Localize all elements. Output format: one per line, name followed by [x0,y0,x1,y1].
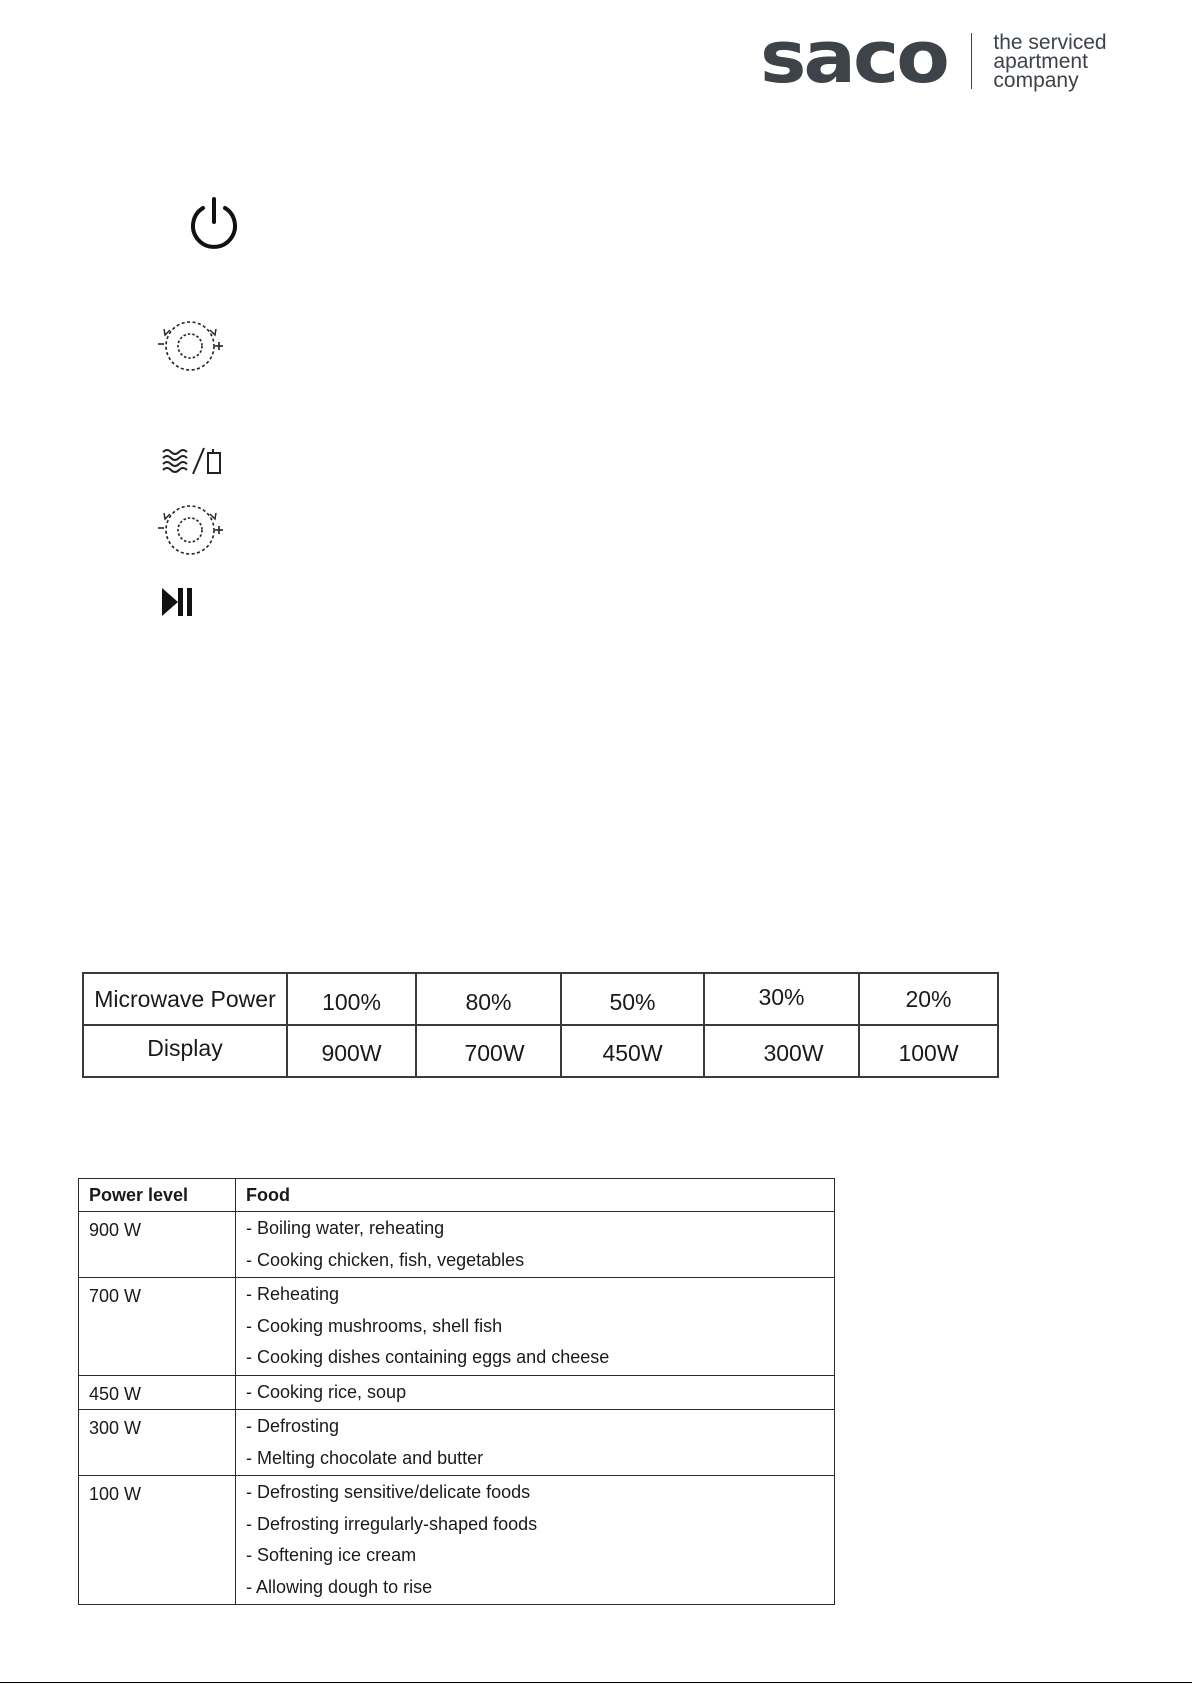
company-logo [760,16,1107,100]
power-icon [186,196,242,252]
power-level-cell: 900 W [79,1212,236,1278]
table-cell: 30% [704,973,859,1025]
logo-tagline-line: company [993,68,1079,92]
table-cell: 900W [287,1025,416,1077]
table-header-row [79,1179,835,1212]
power-level-cell: 450 W [79,1375,236,1410]
dial-icon [155,500,227,560]
logo-tagline [993,30,1107,92]
food-cell [236,1410,835,1476]
food-item: - Softening ice cream [246,1545,417,1565]
food-cell [236,1212,835,1278]
food-item: - Reheating [246,1284,340,1304]
food-item: - Defrosting irregularly-shaped foods [246,1513,538,1534]
table-row [83,973,998,1025]
food-item: - Cooking chicken, fish, vegetables [246,1249,525,1270]
start-pause-icon [160,586,196,618]
table-row [79,1476,835,1605]
table-row [79,1278,835,1376]
food-cell [236,1476,835,1605]
table-row [79,1410,835,1476]
food-item: - Melting chocolate and butter [246,1447,484,1468]
food-item: - Allowing dough to rise [246,1576,433,1597]
food-cell [236,1375,835,1410]
table-cell: 100% [287,973,416,1025]
table-cell: 450W [561,1025,704,1077]
table-cell: 50% [561,973,704,1025]
food-item: - Cooking dishes containing eggs and cheese [246,1347,610,1367]
column-header: Food [236,1179,835,1212]
row-label: Display [83,1025,287,1077]
table-row [79,1375,835,1410]
logo-divider [971,33,973,89]
page-bottom-rule [0,1682,1192,1683]
table-row [83,1025,998,1077]
logo-tagline-line: apartment [993,49,1088,73]
food-item: - Cooking mushrooms, shell fish [246,1315,503,1336]
food-item: - Defrosting sensitive/delicate foods [246,1482,531,1502]
power-level-cell: 300 W [79,1410,236,1476]
table-cell: 700W [416,1025,561,1077]
table-row [79,1212,835,1278]
dial-icon [155,316,227,376]
table-cell: 80% [416,973,561,1025]
table-cell: 100W [859,1025,998,1077]
row-label: Microwave Power [83,973,287,1025]
table-cell: 20% [859,973,998,1025]
column-header: Power level [79,1179,236,1212]
food-cell [236,1278,835,1376]
food-item: - Defrosting [246,1416,340,1436]
power-level-cell: 100 W [79,1476,236,1605]
logo-wordmark: saco [760,16,947,100]
logo-tagline-line: the serviced [993,30,1107,54]
power-level-food-table [78,1178,835,1605]
microwave-grill-icon [160,446,226,476]
table-cell: 300W [704,1025,859,1077]
power-display-table [82,972,999,1078]
food-item: - Boiling water, reheating [246,1218,445,1238]
food-item: - Cooking rice, soup [246,1381,407,1402]
power-level-cell: 700 W [79,1278,236,1376]
